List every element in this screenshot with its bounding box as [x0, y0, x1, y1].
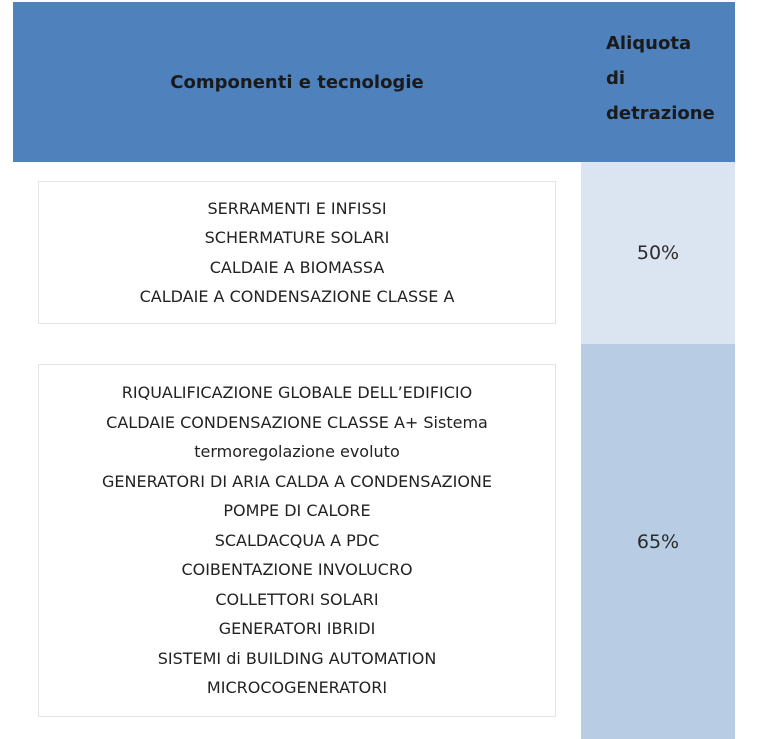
table-header	[13, 2, 735, 162]
rate-cell-65: 65%	[581, 344, 735, 739]
list-item: CALDAIE A CONDENSAZIONE CLASSE A	[139, 287, 455, 306]
components-list-row-2	[38, 364, 556, 717]
list-item: POMPE DI CALORE	[223, 501, 371, 521]
list-item: SCALDACQUA A PDC	[214, 530, 380, 550]
list-item: termoregolazione evoluto	[194, 442, 400, 462]
rate-cell-50: 50%	[581, 162, 735, 344]
list-item: COIBENTAZIONE INVOLUCRO	[181, 560, 413, 580]
list-item: SERRAMENTI E INFISSI	[207, 198, 387, 218]
components-column	[13, 162, 581, 739]
list-item: SISTEMI di BUILDING AUTOMATION	[157, 648, 437, 668]
header-components-technologies: Componenti e tecnologie	[170, 71, 424, 93]
header-deduction-rate	[606, 26, 726, 131]
list-item: SCHERMATURE SOLARI	[204, 228, 390, 247]
header-rate-line: detrazione	[606, 103, 715, 124]
components-list-row-1	[38, 181, 556, 324]
list-item: RIQUALIFICAZIONE GLOBALE DELL’EDIFICIO	[121, 383, 473, 403]
header-rate-line: di	[606, 68, 626, 89]
list-item: CALDAIE CONDENSAZIONE CLASSE A+ Sistema	[106, 412, 488, 432]
list-item: COLLETTORI SOLARI	[215, 589, 379, 609]
list-item: GENERATORI DI ARIA CALDA A CONDENSAZIONE	[102, 471, 492, 491]
header-rate-line: Aliquota	[606, 33, 692, 54]
deduction-table	[13, 2, 735, 739]
list-item: CALDAIE A BIOMASSA	[209, 257, 385, 277]
list-item: GENERATORI IBRIDI	[218, 619, 376, 639]
list-item: MICROCOGENERATORI	[206, 678, 388, 698]
